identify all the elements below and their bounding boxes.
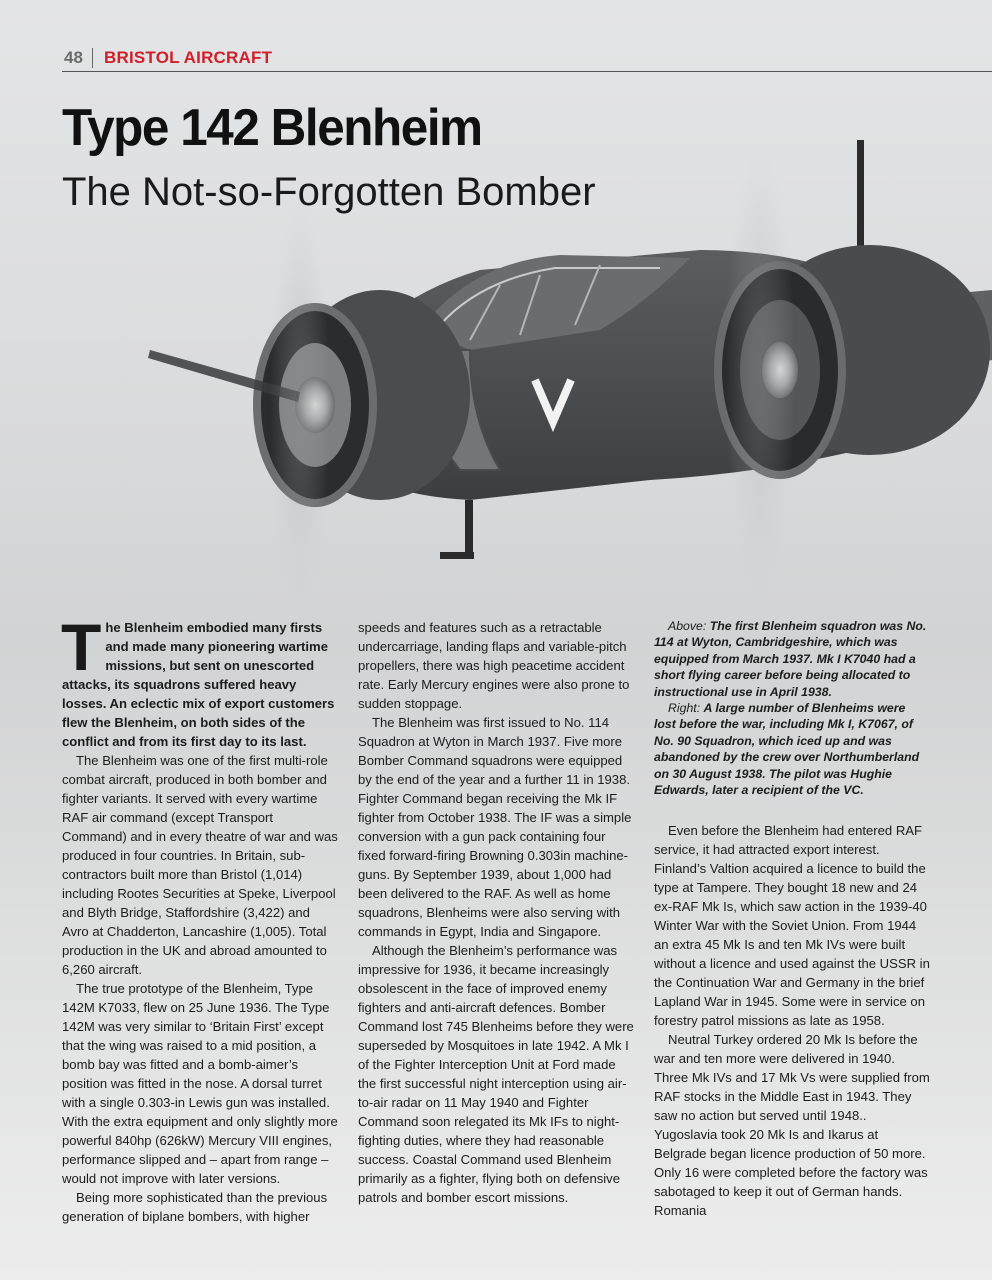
photo-caption-right: [654, 700, 930, 798]
caption-text: A large number of Blenheims were lost before the war, including Mk I, K7067, of No. 90 Squadron, which iced up and was abandoned by the crew over Northumberland on 30 August 1938. The pilot was Hughie Edwards, later a recipient of the VC.: [654, 701, 920, 798]
body-paragraph: The true prototype of the Blenheim, Type 142M K7033, flew on 25 June 1936. The Type 142M was very similar to ‘Britain First’ except that the wing was raised to a mid position, a bomb bay was fitted and a bomb-aimer’s position was fitted in the nose. A dorsal turret with a single 0.303-in Lewis gun was installed. With the extra equipment and only slightly more powerful 840hp (626kW) Mercury VIII engines, performance slipped and – apart from range – would not improve with later versions.: [62, 981, 338, 1186]
header-separator: [92, 48, 93, 68]
body-paragraph: The Blenheim was one of the first multi-role combat aircraft, produced in both bomber and fighter variants. It served with every wartime RAF air command (except Transport Command) and in every theatre of war and was produced in four countries. In Britain, sub-contractors built more than Bristol (1,014) including Rootes Securities at Speke, Liverpool and Blyth Bridge, Staffordshire (3,422) and Avro at Chadderton, Lancashire (1,005). Total production in the UK and abroad amounted to 6,260 aircraft.: [62, 753, 338, 977]
propeller-disc-right: [725, 140, 795, 600]
body-paragraph: Even before the Blenheim had entered RAF service, it had attracted export interest. Finland’s Valtion acquired a licence to build the type at Tampere. They bought 18 new and 24 ex-RAF Mk Is, which saw action in the 1939-40 Winter War with the Soviet Union. From 1944 an extra 45 Mk Is and ten Mk IVs were built without a licence and used against the USSR in the Continuation War and Germany in the brief Lapland War in 1945. Some were in service on forestry patrol missions as late as 1958.: [654, 823, 930, 1029]
body-paragraph: speeds and features such as a retractable undercarriage, landing flaps and variable-pitch propellers, there was high peacetime accident rate. Early Mercury engines were also prone to sudden stoppage.: [358, 620, 630, 711]
text-column-2: [358, 618, 634, 1207]
drop-cap: T: [61, 610, 102, 684]
page-header: [62, 46, 992, 72]
caption-tag: Above:: [668, 619, 707, 633]
photo-caption-above: [654, 618, 930, 700]
antenna-mast: [857, 140, 864, 260]
header-rule: [62, 71, 992, 72]
text-column-1: [61, 610, 338, 1226]
propeller-disc-left: [270, 195, 330, 615]
body-paragraph: The Blenheim was first issued to No. 114 Squadron at Wyton in March 1937. Five more Bomber Command squadrons were equipped by the end of the year and a further 11 in 1938. Fighter Command began receiving the Mk IF fighter from October 1938. The IF was a simple conversion with a gun pack containing four fixed forward-firing Browning 0.303in machine-guns. By September 1939, about 1,000 had been delivered to the RAF. As well as home squadrons, Blenheims were also serving with commands in Egypt, India and Singapore.: [358, 715, 632, 939]
intro-paragraph: [61, 610, 338, 751]
body-paragraph: Although the Blenheim’s performance was impressive for 1936, it became increasingly obsolescent in the face of improved enemy fighters and anti-aircraft defences. Bomber Command lost 745 Blenheims before they were superseded by Mosquitoes in late 1942. A Mk I of the Fighter Interception Unit at Ford made the first successful night interception using air-to-air radar on 11 May 1940 and Fighter Command soon relegated its Mk IFs to night-fighting duties, where they had reasonable success. Coastal Command used Blenheim primarily as a fighter, flying both on defensive patrols and bomber escort missions.: [358, 943, 634, 1205]
article-title: Type 142 Blenheim: [62, 99, 482, 157]
gun-mount: [465, 500, 473, 558]
caption-tag: Right:: [668, 701, 701, 716]
article-subtitle: The Not-so-Forgotten Bomber: [62, 170, 596, 214]
intro-lead-text: he Blenheim embodied many firsts and made many pioneering wartime missions, but sent on unescorted attacks, its squadrons suffered heavy losses. An eclectic mix of export customers flew the Blenheim, on both sides of the conflict and from its first day to its last.: [62, 620, 335, 749]
body-paragraph: Neutral Turkey ordered 20 Mk Is before the war and ten more were delivered in 1940. Three Mk IVs and 17 Mk Vs were supplied from RAF stocks in the Middle East in 1943. They saw no action but served until 1948.. Yugoslavia took 20 Mk Is and Ikarus at Belgrade began licence production of 50 more. Only 16 were completed before the factory was sabotaged to keep it out of German hands. Romania: [654, 1032, 930, 1219]
page-number: 48: [64, 48, 83, 67]
text-column-3: [654, 618, 930, 1220]
caption-text: The first Blenheim squadron was No. 114 at Wyton, Cambridgeshire, which was equipped from March 1937. Mk I K7040 had a short flying career before being allocated to instructional use in April 1938.: [654, 619, 927, 699]
column-3-body: [654, 821, 930, 1220]
body-paragraph: Being more sophisticated than the previous generation of biplane bombers, with higher: [62, 1190, 328, 1224]
section-title: BRISTOL AIRCRAFT: [104, 48, 273, 67]
